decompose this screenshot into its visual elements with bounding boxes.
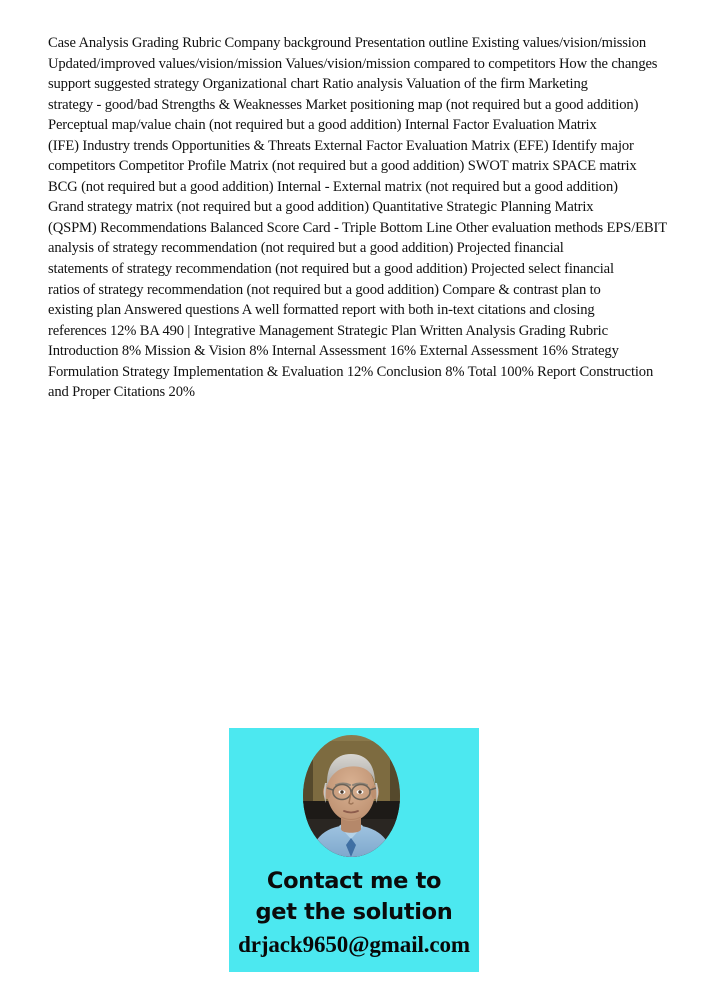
document-text-block (48, 33, 670, 403)
document-line: statements of strategy recommendation (not required but a good addition) Projected select financial (48, 261, 614, 278)
document-line: strategy - good/bad Strengths & Weaknesses Market positioning map (not required but a good addition) (48, 96, 639, 113)
contact-card (229, 728, 479, 972)
document-line: Grand strategy matrix (not required but a good addition) Quantitative Strategic Planning Matrix (48, 199, 594, 216)
document-line: Case Analysis Grading Rubric Company background Presentation outline Existing values/vision/mission (48, 35, 647, 51)
document-line: support suggested strategy Organizational chart Ratio analysis Valuation of the firm Marketing (48, 76, 588, 93)
contact-email[interactable]: drjack9650@gmail.com (238, 932, 470, 957)
document-line: existing plan Answered questions A well formatted report with both in-text citations and closing (48, 302, 595, 319)
document-line: (IFE) Industry trends Opportunities & Threats External Factor Evaluation Matrix (EFE) Identify major (48, 137, 634, 154)
document-line: Updated/improved values/vision/mission Values/vision/mission compared to competitors How the changes (48, 55, 658, 72)
document-line: analysis of strategy recommendation (not required but a good addition) Projected financial (48, 240, 564, 257)
document-line: and Proper Citations 20% (48, 384, 195, 401)
document-line: competitors Competitor Profile Matrix (not required but a good addition) SWOT matrix SPACE matrix (48, 158, 637, 175)
document-line: (QSPM) Recommendations Balanced Score Card - Triple Bottom Line Other evaluation methods EPS/EBIT (48, 219, 667, 236)
document-line: BCG (not required but a good addition) Internal - External matrix (not required but a good addition) (48, 178, 618, 195)
contact-headline-line-1: Contact me to (266, 868, 442, 894)
document-line: Formulation Strategy Implementation & Evaluation 12% Conclusion 8% Total 100% Report Construction (48, 363, 654, 380)
document-line: references 12% BA 490 | Integrative Management Strategic Plan Written Analysis Grading Rubric (48, 322, 608, 339)
portrait-photo (303, 735, 400, 857)
portrait-photo-icon (303, 735, 400, 857)
contact-headline-line-2: get the solution (255, 899, 453, 925)
document-line: Introduction 8% Mission & Vision 8% Internal Assessment 16% External Assessment 16% Strategy (48, 343, 619, 360)
document-line: Perceptual map/value chain (not required but a good addition) Internal Factor Evaluation Matrix (48, 117, 597, 134)
document-line: ratios of strategy recommendation (not required but a good addition) Compare & contrast plan to (48, 281, 601, 298)
